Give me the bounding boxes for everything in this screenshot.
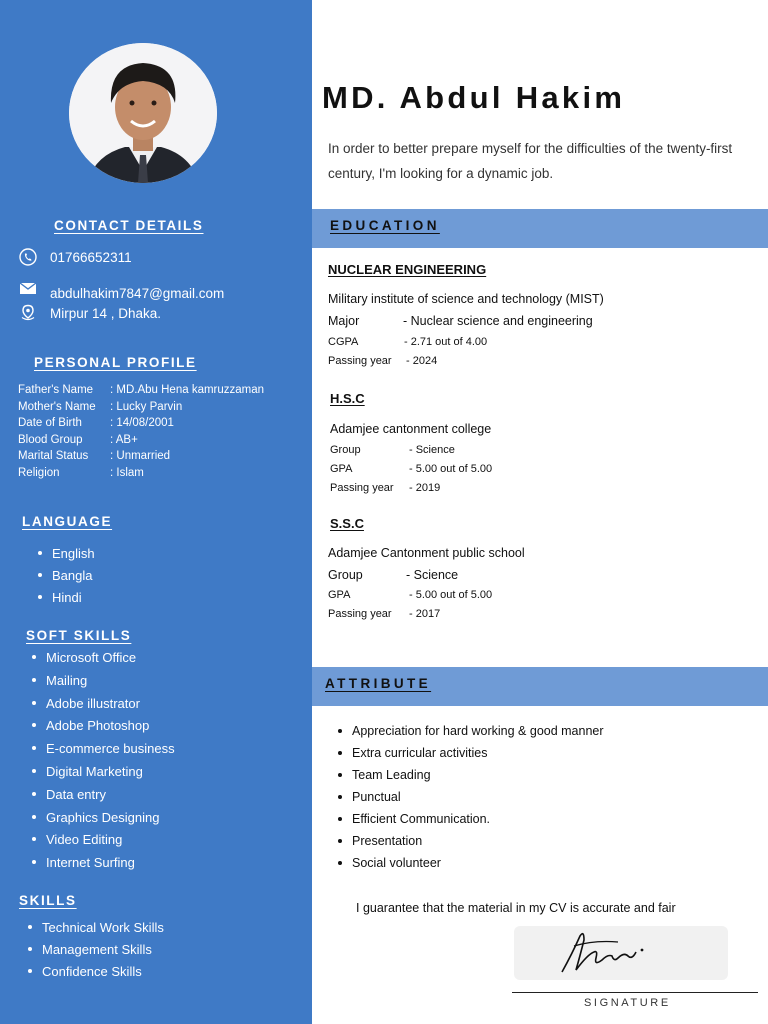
ssc-passing-row	[328, 608, 440, 620]
profile-row	[18, 432, 264, 449]
education-heading: EDUCATION	[330, 218, 440, 233]
contact-heading: CONTACT DETAILS	[54, 218, 204, 233]
degree-passing-value: - 2024	[406, 355, 438, 367]
location-icon	[18, 304, 38, 322]
degree-cgpa-label: CGPA	[328, 336, 359, 348]
degree-cgpa-value: - 2.71 out of 4.00	[404, 336, 488, 348]
list-item: Technical Work Skills	[24, 917, 164, 939]
list-item: Social volunteer	[336, 852, 604, 874]
list-item: Data entry	[28, 784, 175, 807]
phone-row	[18, 248, 132, 266]
degree-title: NUCLEAR ENGINEERING	[328, 262, 487, 277]
ssc-gpa-value: - 5.00 out of 5.00	[409, 589, 493, 601]
list-item: Mailing	[28, 670, 175, 693]
address-text: Mirpur 14 , Dhaka.	[50, 305, 162, 321]
list-item: Punctual	[336, 786, 604, 808]
profile-row	[18, 382, 264, 399]
list-item: Extra curricular activities	[336, 742, 604, 764]
ssc-passing-label: Passing year	[328, 608, 392, 620]
phone-icon	[18, 248, 38, 266]
personal-profile-heading: PERSONAL PROFILE	[34, 355, 197, 370]
degree-major-row	[328, 314, 593, 328]
ssc-passing-value: - 2017	[409, 608, 441, 620]
ssc-group-value: - Science	[406, 568, 459, 582]
list-item: Adobe Photoshop	[28, 715, 175, 738]
ssc-title: S.S.C	[330, 516, 364, 531]
email-address: abdulhakim7847@gmail.com	[50, 285, 225, 301]
profile-label: Blood Group	[18, 433, 83, 446]
list-item: Microsoft Office	[28, 647, 175, 670]
language-heading: LANGUAGE	[22, 514, 113, 529]
signature-image	[514, 926, 728, 980]
soft-skills-heading: SOFT SKILLS	[26, 628, 132, 643]
profile-label: Father's Name	[18, 384, 94, 396]
list-item: Appreciation for hard working & good manner	[336, 720, 604, 742]
guarantee-statement: I guarantee that the material in my CV is accurate and fair	[356, 901, 676, 915]
hsc-institute: Adamjee cantonment college	[330, 422, 492, 436]
profile-value: : MD.Abu Hena kamruzzaman	[110, 384, 265, 396]
attribute-list	[336, 720, 604, 874]
email-icon	[18, 280, 38, 298]
list-item: Confidence Skills	[24, 961, 164, 983]
address-row	[18, 304, 161, 322]
list-item: Adobe illustrator	[28, 693, 175, 716]
profile-row	[18, 399, 264, 416]
hsc-gpa-label: GPA	[330, 463, 353, 475]
hsc-group-value: - Science	[409, 444, 455, 456]
degree-passing-label: Passing year	[328, 355, 392, 367]
hsc-group-row	[330, 444, 455, 456]
ssc-gpa-label: GPA	[328, 589, 351, 601]
profile-value: : AB+	[110, 433, 138, 446]
ssc-group-row	[328, 568, 458, 582]
list-item: Team Leading	[336, 764, 604, 786]
profile-value: : Lucky Parvin	[110, 400, 183, 413]
profile-photo	[69, 43, 217, 183]
personal-profile	[18, 382, 264, 481]
sidebar	[0, 0, 312, 1024]
profile-value: : Unmarried	[110, 450, 171, 462]
profile-row	[18, 465, 264, 482]
profile-label: Religion	[18, 466, 60, 479]
soft-skills-list	[28, 647, 175, 875]
education-band	[312, 209, 768, 248]
degree-major-value: - Nuclear science and engineering	[403, 314, 593, 328]
hsc-passing-value: - 2019	[409, 482, 441, 494]
phone-number: 01766652311	[50, 249, 132, 265]
list-item: Presentation	[336, 830, 604, 852]
ssc-group-label: Group	[328, 568, 363, 582]
list-item: Efficient Communication.	[336, 808, 604, 830]
hsc-passing-label: Passing year	[330, 482, 394, 494]
degree-major-label: Major	[328, 314, 360, 328]
degree-cgpa-row	[328, 336, 487, 348]
degree-passing-row	[328, 355, 437, 367]
profile-label: Mother's Name	[18, 400, 96, 413]
hsc-gpa-value: - 5.00 out of 5.00	[409, 463, 493, 475]
profile-row	[18, 448, 264, 465]
degree-institute: Military institute of science and technology (MIST)	[328, 292, 604, 306]
list-item: Bangla	[34, 565, 95, 587]
list-item: Video Editing	[28, 829, 175, 852]
list-item: Hindi	[34, 587, 95, 609]
hsc-gpa-row	[330, 463, 492, 475]
signature-label: SIGNATURE	[584, 997, 671, 1009]
profile-label: Marital Status	[18, 450, 89, 462]
skills-list	[24, 917, 164, 983]
attribute-band	[312, 667, 768, 706]
signature-line	[512, 992, 758, 993]
list-item: Graphics Designing	[28, 807, 175, 830]
ssc-gpa-row	[328, 589, 492, 601]
list-item: Internet Surfing	[28, 852, 175, 875]
skills-heading: SKILLS	[19, 893, 77, 908]
hsc-group-label: Group	[330, 444, 361, 456]
profile-value: : Islam	[110, 466, 144, 479]
list-item: Digital Marketing	[28, 761, 175, 784]
email-row	[18, 280, 225, 301]
hsc-passing-row	[330, 482, 440, 494]
attribute-heading: ATTRIBUTE	[325, 676, 432, 691]
profile-value: : 14/08/2001	[110, 417, 174, 429]
hsc-title: H.S.C	[330, 391, 365, 406]
career-objective: In order to better prepare myself for the difficulties of the twenty-first century, I'm looking for a dynamic job.	[328, 141, 733, 181]
ssc-institute: Adamjee Cantonment public school	[328, 546, 525, 560]
full-name: MD. Abdul Hakim	[322, 80, 626, 115]
list-item: English	[34, 543, 95, 565]
language-list	[34, 543, 95, 609]
list-item: E-commerce business	[28, 738, 175, 761]
profile-row	[18, 415, 264, 432]
profile-label: Date of Birth	[18, 417, 82, 429]
list-item: Management Skills	[24, 939, 164, 961]
